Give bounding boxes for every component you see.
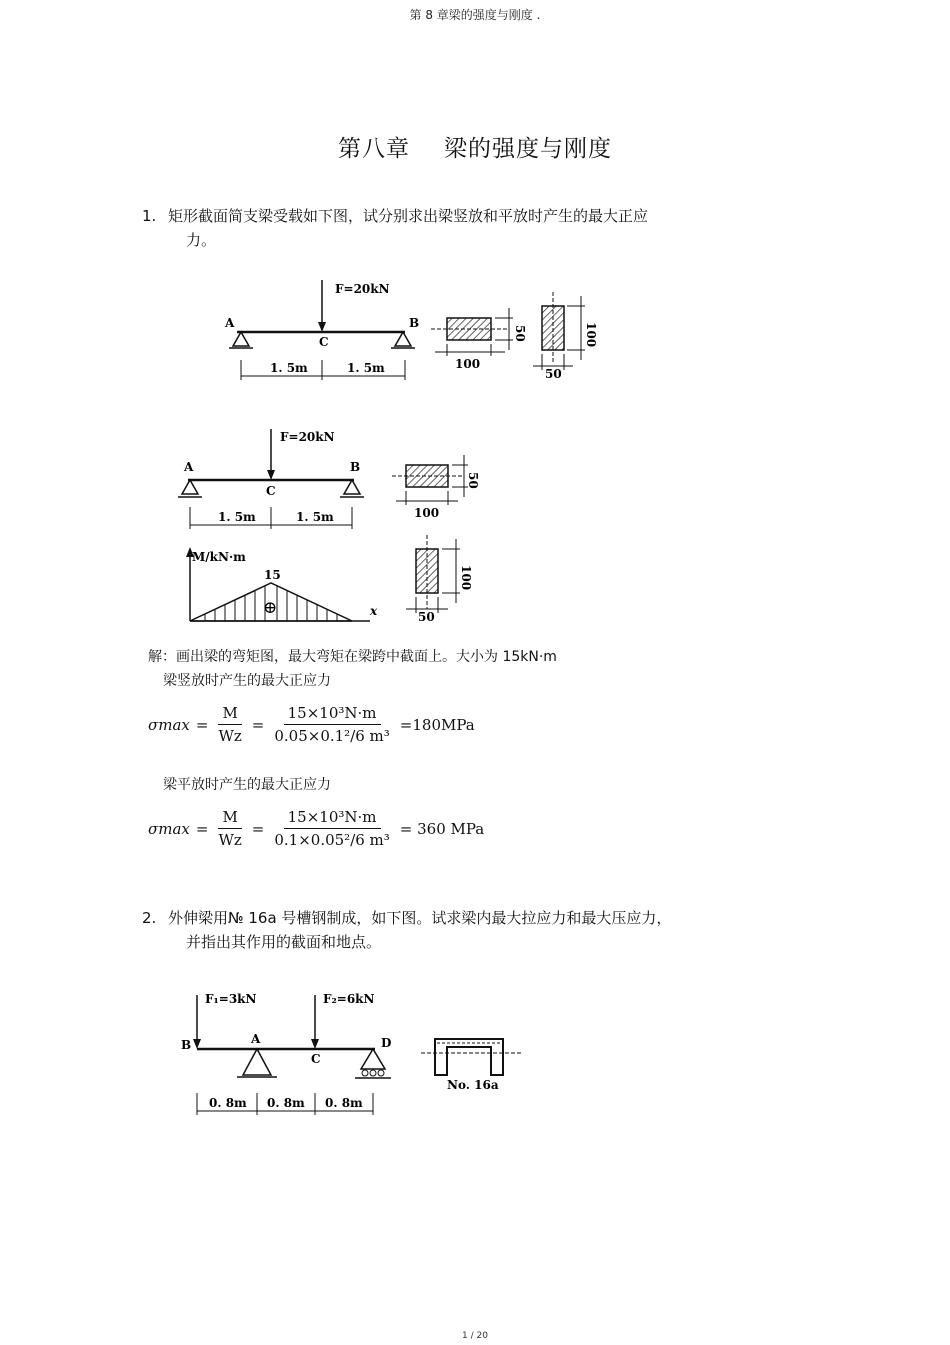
force-2-label: F₂=6kN	[323, 992, 375, 1006]
m-over-wz-2	[214, 808, 245, 849]
span-1-label: 1. 5m	[270, 361, 308, 375]
span-1-label-3: 0. 8m	[209, 1096, 247, 1110]
eq1-numerator: 15×10³N·m	[284, 704, 381, 725]
numerator-m-2: M	[218, 808, 241, 829]
channel-section	[421, 1039, 521, 1092]
overhanging-beam-diagram	[181, 992, 391, 1115]
figure-1	[215, 272, 615, 392]
eq2-denominator: 0.1×0.05²/6 m³	[274, 831, 390, 849]
force-1-label: F₁=3kN	[205, 992, 257, 1006]
point-b-label-2: B	[350, 460, 361, 474]
equation-1	[148, 704, 475, 745]
equals-sign-4: =	[251, 819, 265, 838]
span-2-label-3: 0. 8m	[267, 1096, 305, 1110]
point-a-label-3: A	[251, 1032, 261, 1046]
span-3-label-3: 0. 8m	[325, 1096, 363, 1110]
eq1-denominator: 0.05×0.1²/6 m³	[274, 727, 390, 745]
eq1-result: =180MPa	[399, 715, 475, 734]
point-b-label: B	[409, 316, 420, 330]
m-over-wz	[214, 704, 245, 745]
sigma-max-symbol-2: σmax	[148, 819, 190, 838]
numerator-m: M	[218, 704, 241, 725]
point-c-label-2: C	[266, 484, 276, 498]
height-50-label-2: 50	[466, 472, 480, 489]
cross-section-vertical	[533, 292, 598, 381]
moment-peak-label: 15	[264, 568, 281, 582]
question-1-text-cont: 力。	[186, 231, 217, 249]
eq2-result: = 360 MPa	[399, 819, 485, 838]
cross-section-horizontal	[431, 308, 527, 371]
point-a-label: A	[225, 316, 235, 330]
chapter-number: 第八章	[338, 136, 410, 162]
denominator-wz: Wz	[218, 727, 242, 745]
span-1-label-2: 1. 5m	[218, 510, 256, 524]
chapter-title	[0, 130, 950, 163]
bending-moment-diagram	[186, 547, 378, 621]
solution-line-1: 解：画出梁的弯矩图，最大弯矩在梁跨中截面上。大小为 15kN·m	[148, 649, 557, 665]
solution-line-3: 梁平放时产生的最大正应力	[163, 777, 331, 793]
sigma-max-symbol: σmax	[148, 715, 190, 734]
height-100-label-2: 100	[459, 565, 473, 591]
point-b-label-3: B	[181, 1038, 192, 1052]
eq2-fraction	[270, 808, 393, 849]
channel-section-label: No. 16a	[447, 1078, 499, 1092]
span-2-label-2: 1. 5m	[296, 510, 334, 524]
equals-sign-2: =	[251, 715, 265, 734]
chapter-name: 梁的强度与刚度	[444, 136, 612, 162]
question-2-text-cont: 并指出其作用的截面和地点。	[186, 933, 382, 951]
force-label-2: F=20kN	[280, 430, 335, 444]
point-c-label-3: C	[311, 1052, 321, 1066]
page-number: 1 / 20	[462, 1331, 488, 1341]
question-1	[142, 204, 782, 252]
height-100-label: 100	[584, 322, 598, 348]
question-2-text: 外伸梁用№ 16a 号槽钢制成，如下图。试求梁内最大拉应力和最大压应力，	[168, 909, 672, 927]
width-100-label: 100	[455, 357, 481, 371]
figure-3	[175, 985, 535, 1125]
width-50-label: 50	[545, 367, 562, 381]
question-1-number: 1.	[142, 207, 157, 225]
positive-sign-icon: ⊕	[263, 598, 278, 618]
width-100-label-2: 100	[414, 506, 440, 520]
height-50-label: 50	[513, 325, 527, 342]
beam-diagram-2	[178, 429, 364, 529]
width-50-label-2: 50	[418, 610, 435, 624]
solution-line-2: 梁竖放时产生的最大正应力	[163, 673, 331, 689]
question-1-text: 矩形截面简支梁受载如下图，试分别求出梁竖放和平放时产生的最大正应	[168, 207, 649, 225]
cross-section-horizontal-2	[392, 455, 480, 520]
eq1-fraction	[270, 704, 393, 745]
moment-axis-label: M/kN·m	[192, 550, 246, 564]
equals-sign-3: =	[195, 819, 209, 838]
span-2-label: 1. 5m	[347, 361, 385, 375]
equation-2	[148, 808, 484, 849]
x-axis-label: x	[370, 604, 378, 618]
force-label: F=20kN	[335, 282, 390, 296]
point-c-label: C	[319, 335, 329, 349]
beam-diagram-1	[224, 280, 419, 380]
denominator-wz-2: Wz	[218, 831, 242, 849]
point-d-label-3: D	[381, 1036, 392, 1050]
eq2-numerator: 15×10³N·m	[284, 808, 381, 829]
question-2	[142, 906, 802, 954]
cross-section-vertical-2	[406, 535, 473, 624]
figure-2	[170, 425, 490, 635]
page-header: 第 8 章梁的强度与刚度 .	[409, 8, 541, 22]
question-2-number: 2.	[142, 909, 157, 927]
point-a-label-2: A	[184, 460, 194, 474]
equals-sign: =	[195, 715, 209, 734]
